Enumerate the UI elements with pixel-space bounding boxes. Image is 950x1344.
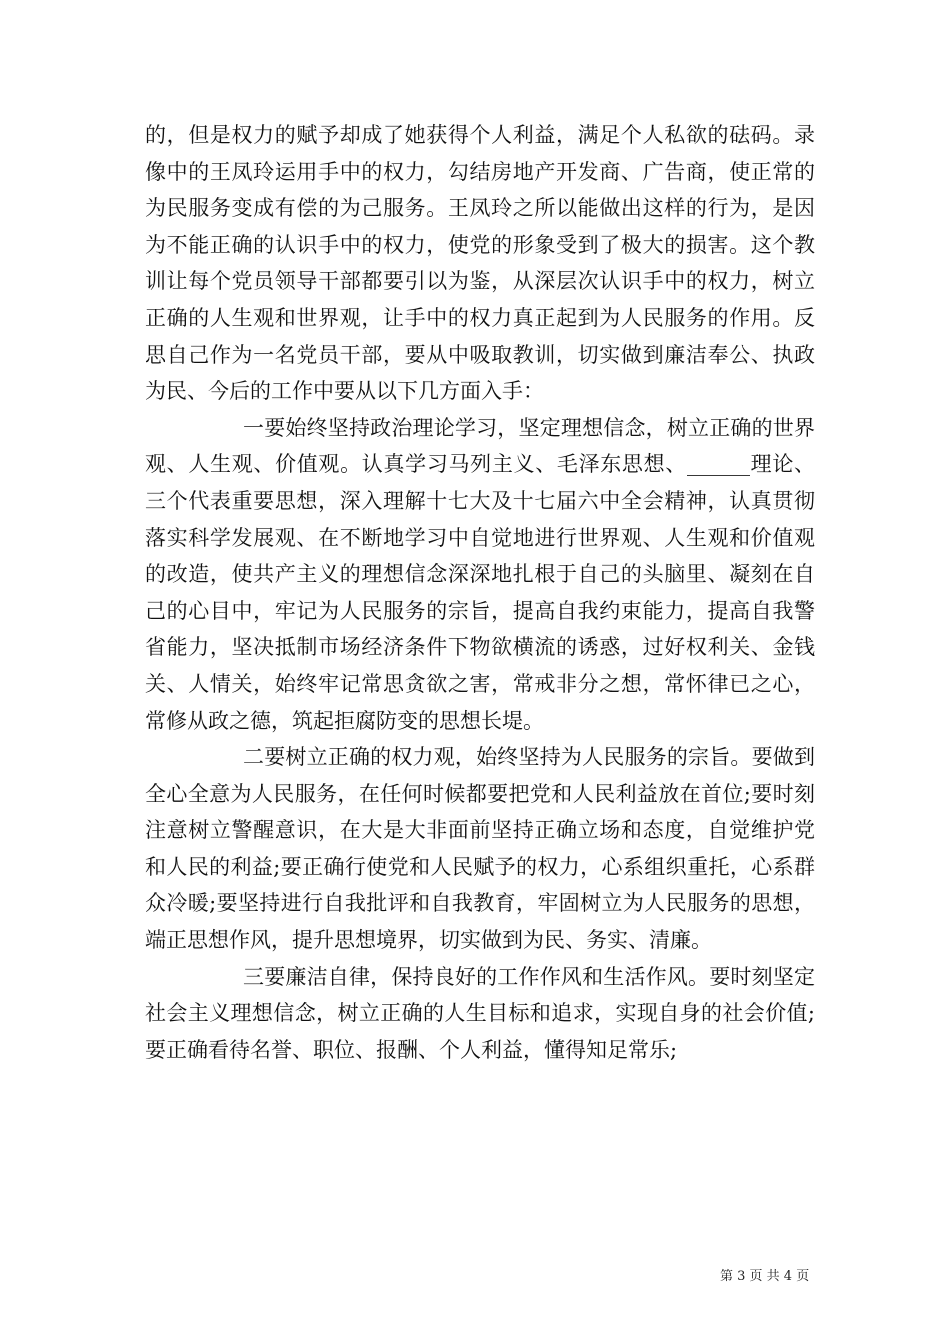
- paragraph-point-three: 三要廉洁自律，保持良好的工作作风和生活作风。要时刻坚定社会主义理想信念，树立正确的人生目标和追求，实现自身的社会价值;要正确看待名誉、职位、报酬、个人利益，懂得知足常乐;: [145, 964, 815, 1062]
- paragraph-point-two: 二要树立正确的权力观，始终坚持为人民服务的宗旨。要做到全心全意为人民服务，在任何时候都要把党和人民利益放在首位;要时刻注意树立警醒意识，在大是大非面前坚持正确立场和态度，自觉维护党和人民的利益;要正确行使党和人民赋予的权力，心系组织重托，心系群众冷暖;要坚持进行自我批评和自我教育，牢固树立为人民服务的思想，端正思想作风，提升思想境界，切实做到为民、务实、清廉。: [145, 745, 815, 953]
- document-body: [145, 117, 815, 1068]
- paragraph-continuation: 的，但是权力的赋予却成了她获得个人利益，满足个人私欲的砝码。录像中的王凤玲运用手中的权力，勾结房地产开发商、广告商，使正常的为民服务变成有偿的为己服务。王凤玲之所以能做出这样的行为，是因为不能正确的认识手中的权力，使党的形象受到了极大的损害。这个教训让每个党员领导干部都要引以为鉴，从深层次认识手中的权力，树立正确的人生观和世界观，让手中的权力真正起到为人民服务的作用。反思自己作为一名党员干部，要从中吸取教训，切实做到廉洁奉公、执政为民、今后的工作中要从以下几方面入手：: [145, 123, 815, 404]
- page-number-footer: 第 3 页 共 4 页: [720, 1269, 810, 1284]
- paragraph-point-one: 一要始终坚持政治理论学习，坚定理想信念，树立正确的世界观、人生观、价值观。认真学习马列主义、毛泽东思想、______理论、三个代表重要思想，深入理解十七大及十七届六中全会精神，认真贯彻落实科学发展观、在不断地学习中自觉地进行世界观、人生观和价值观的改造，使共产主义的理想信念深深地扎根于自己的头脑里、凝刻在自己的心目中，牢记为人民服务的宗旨，提高自我约束能力，提高自我警省能力，坚决抵制市场经济条件下物欲横流的诱惑，过好权利关、金钱关、人情关，始终牢记常思贪欲之害，常戒非分之想，常怀律已之心，常修从政之德，筑起拒腐防变的思想长堤。: [145, 415, 815, 733]
